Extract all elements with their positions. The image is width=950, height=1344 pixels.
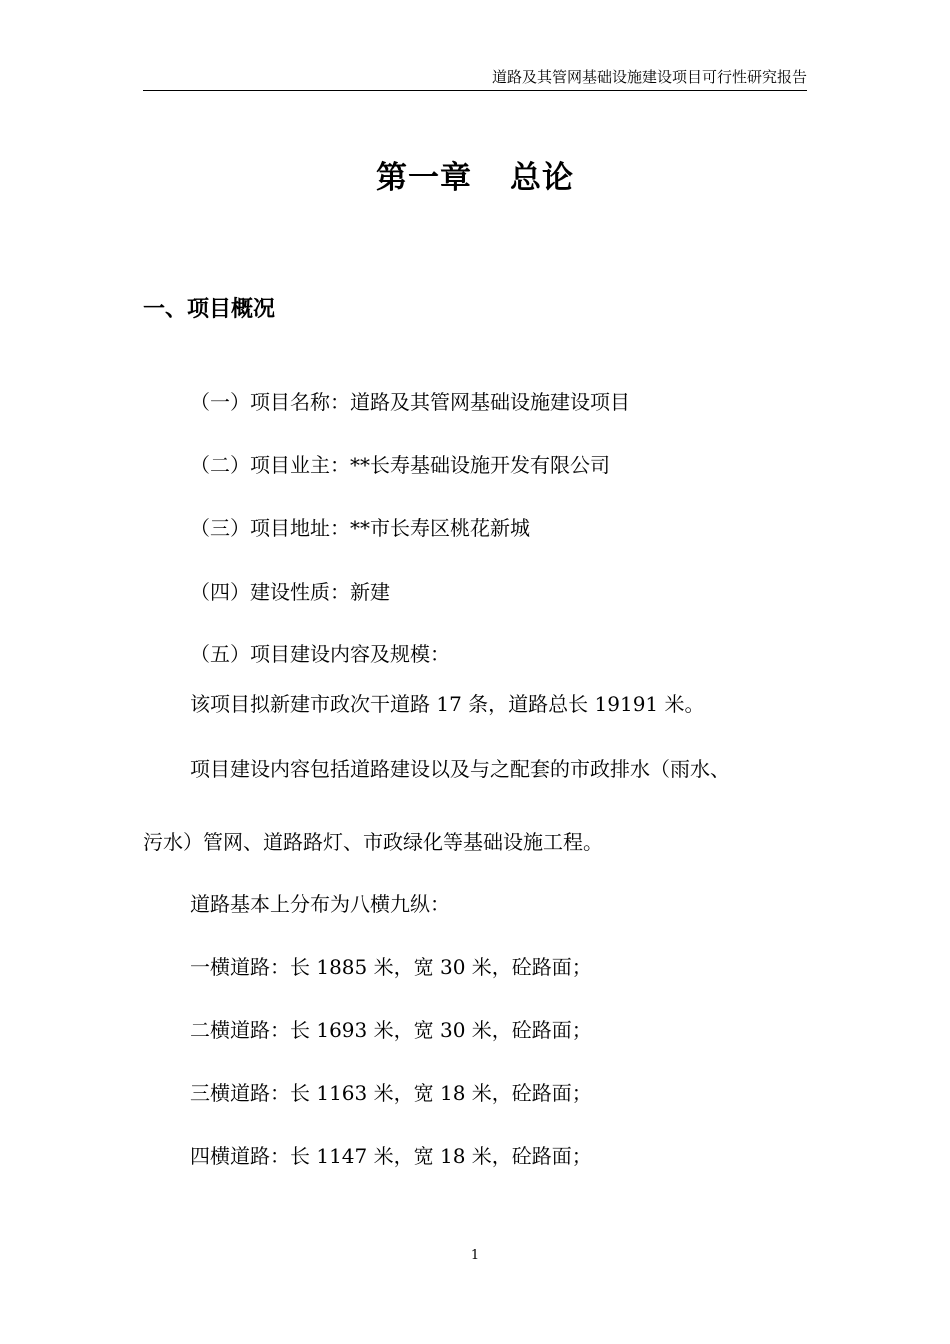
header-title: 道路及其管网基础设施建设项目可行性研究报告 (491, 68, 807, 86)
paragraph-content-line-1: 项目建设内容包括道路建设以及与之配套的市政排水（雨水、 (190, 757, 730, 781)
chapter-label: 第一章 (376, 160, 472, 196)
road-item: 一横道路：长 1885 米，宽 30 米，砼路面； (190, 955, 592, 979)
road-item: 四横道路：长 1147 米，宽 18 米，砼路面； (190, 1144, 592, 1168)
paragraph-distribution: 道路基本上分布为八横九纵： (190, 892, 450, 916)
page-number: 1 (470, 1248, 480, 1263)
item-project-name: （一）项目名称：道路及其管网基础设施建设项目 (190, 390, 630, 414)
road-item: 三横道路：长 1163 米，宽 18 米，砼路面； (190, 1081, 592, 1105)
item-project-owner: （二）项目业主：**长寿基础设施开发有限公司 (190, 453, 610, 477)
item-construction-nature: （四）建设性质：新建 (190, 580, 390, 604)
chapter-title (0, 158, 950, 198)
section-title: 一、项目概况 (143, 297, 276, 322)
road-item: 二横道路：长 1693 米，宽 30 米，砼路面； (190, 1018, 592, 1042)
chapter-name: 总论 (510, 160, 574, 196)
page-header (143, 66, 807, 91)
item-project-address: （三）项目地址：**市长寿区桃花新城 (190, 516, 530, 540)
paragraph-scale: 该项目拟新建市政次干道路 17 条，道路总长 19191 米。 (190, 692, 705, 716)
item-construction-scope: （五）项目建设内容及规模： (190, 642, 450, 666)
paragraph-content-line-2: 污水）管网、道路路灯、市政绿化等基础设施工程。 (143, 830, 603, 854)
